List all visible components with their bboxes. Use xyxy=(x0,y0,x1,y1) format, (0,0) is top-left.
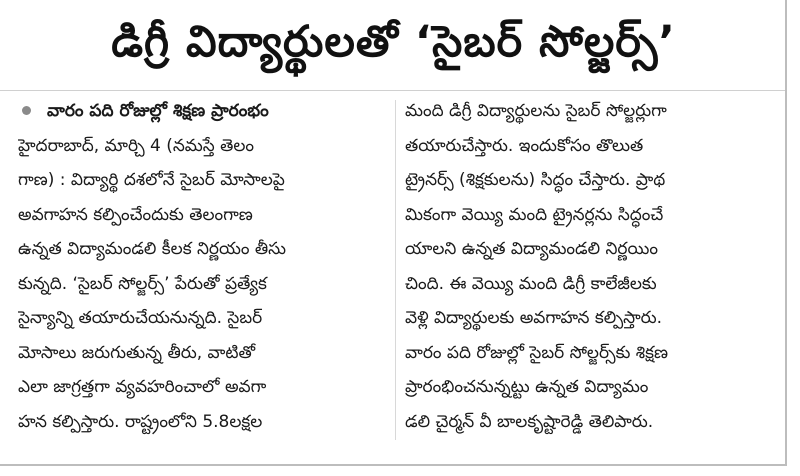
body-line: ఉన్నత విద్యామండలి కీలక నిర్ణయం తీసు xyxy=(18,239,286,259)
bullet-icon xyxy=(22,106,31,115)
body-line: ప్రారంభించనున్నట్టు ఉన్నత విద్యామం xyxy=(405,377,649,397)
body-line: వారం పది రోజుల్లో సైబర్ సోల్జర్స్‌కు శిక్షణ xyxy=(405,342,669,363)
body-line: తయారుచేస్తారు. ఇందుకోసం తొలుత xyxy=(405,135,644,156)
headline: డిగ్రీ విద్యార్థులతో ‘సైబర్ సోల్జర్స్’ xyxy=(111,17,676,67)
body-line: గాణ) : విద్యార్థి దశలోనే సైబర్ మోసాలపై xyxy=(18,170,285,190)
body-line: యాలని ఉన్నత విద్యామండలి నిర్ణయిం xyxy=(405,239,658,259)
body-line: మికంగా వెయ్యి మంది ట్రైనర్లను సిద్ధంచే xyxy=(405,204,664,225)
body-line: డలి చైర్మన్ వీ బాలకృష్టారెడ్డి తెలిపారు. xyxy=(405,411,654,432)
headline-rule xyxy=(0,90,787,91)
left-column xyxy=(18,94,388,439)
body-line: అవగాహన కల్పించేందుకు తెలంగాణ xyxy=(18,204,253,225)
body-line: మంది డిగ్రీ విద్యార్థులను సైబర్ సోల్జర్లుగా xyxy=(405,101,667,121)
subheading xyxy=(18,94,388,129)
right-column xyxy=(405,94,770,439)
column-divider xyxy=(395,100,396,440)
body-line: చింది. ఈ వెయ్యి మంది డిగ్రీ కాలేజీలకు xyxy=(405,273,657,294)
body-line: వెళ్లి విద్యార్థులకు అవగాహన కల్పిస్తారు. xyxy=(405,308,663,328)
body-line: మోసాలు జరుగుతున్న తీరు, వాటితో xyxy=(18,342,256,363)
body-line: ఎలా జాగ్రత్తగా వ్యవహరించాలో అవగా xyxy=(18,377,267,397)
body-line: హైదరాబాద్, మార్చి 4 (నమస్తే తెలం xyxy=(18,135,255,156)
body-line: ట్రైనర్స్ (శిక్షకులను) సిద్ధం చేస్తారు. ప్రాథ xyxy=(405,170,666,190)
body-line: కున్నది. ‘సైబర్ సోల్జర్స్’ పేరుతో ప్రత్యేక xyxy=(18,273,267,294)
body-line: సైన్యాన్ని తయారుచేయనున్నది. సైబర్ xyxy=(18,308,263,328)
subheading-text: వారం పది రోజుల్లో శిక్షణ ప్రారంభం xyxy=(47,101,269,121)
body-line: హన కల్పిస్తారు. రాష్ట్రంలోని 5.8లక్షల xyxy=(18,411,263,432)
